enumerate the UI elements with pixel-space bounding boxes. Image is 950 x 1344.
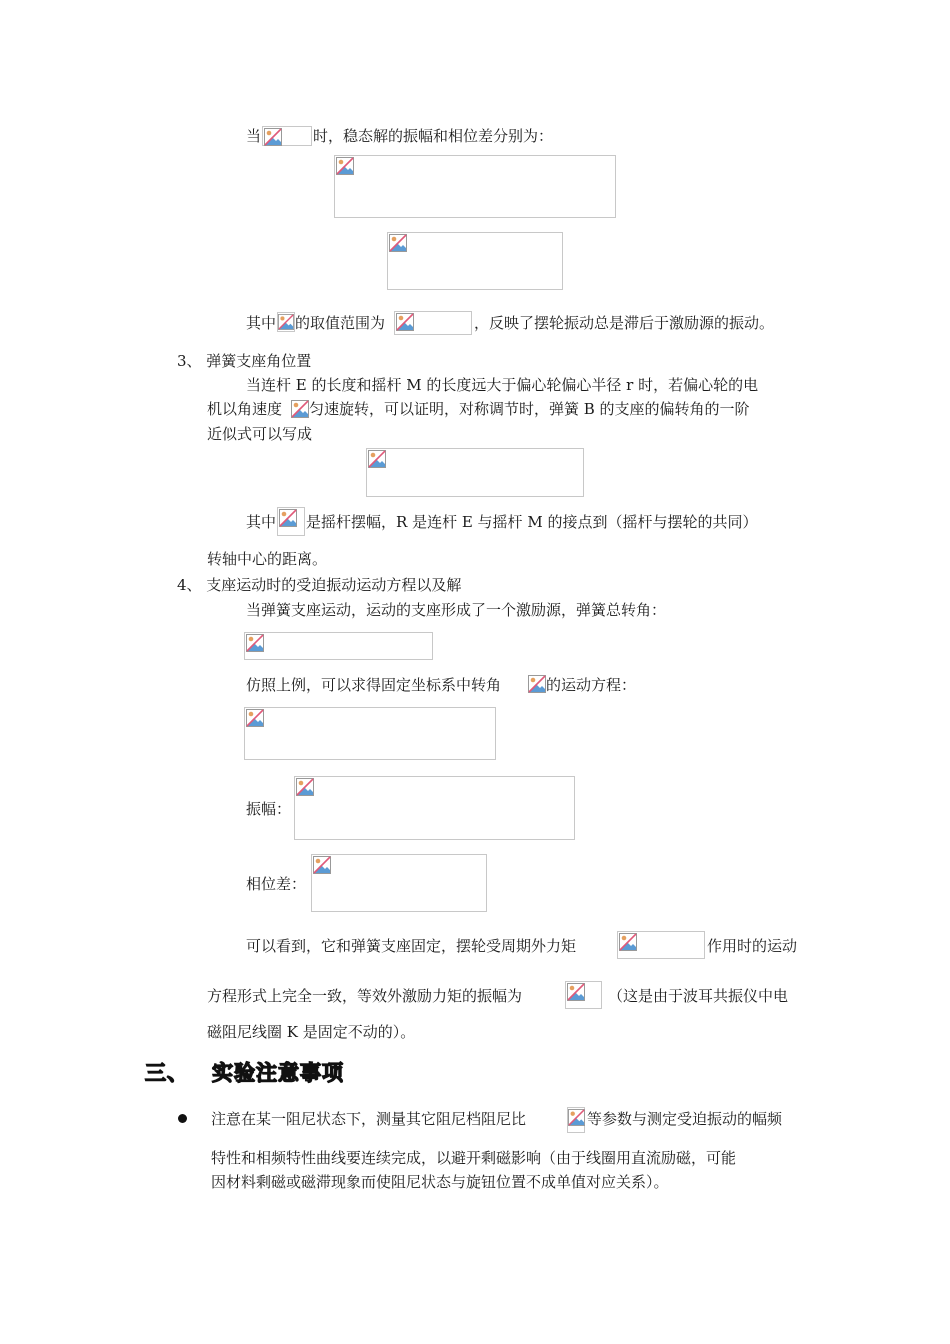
broken-image-icon	[389, 234, 407, 252]
text-line: 时，稳态解的振幅和相位差分别为：	[313, 127, 554, 145]
text-line: 可以看到，它和弹簧支座固定，摆轮受周期外力矩	[246, 937, 577, 955]
broken-image-icon	[246, 634, 264, 652]
broken-image-icon	[396, 313, 414, 331]
broken-image-icon	[619, 933, 637, 951]
amplitude-label: 振幅：	[246, 800, 292, 818]
section-title: 3、 弹簧支座角位置	[177, 352, 312, 370]
text-line: 其中	[246, 513, 277, 531]
broken-image-icon	[264, 128, 282, 146]
formula-image	[244, 632, 433, 660]
broken-image-icon	[528, 675, 546, 693]
text-line: 特性和相频特性曲线要连续完成，以避开剩磁影响（由于线圈用直流励磁，可能	[211, 1149, 737, 1167]
formula-image	[244, 707, 496, 760]
text-line: ，反映了摆轮振动总是滞后于激励源的振动。	[474, 314, 775, 332]
broken-image-icon	[279, 509, 297, 527]
formula-image	[277, 507, 305, 536]
text-line: 仿照上例，可以求得固定坐标系中转角	[246, 676, 502, 694]
formula-image	[565, 981, 602, 1009]
broken-image-icon	[336, 157, 354, 175]
text-line: 近似式可以写成	[207, 425, 313, 443]
formula-image	[394, 311, 472, 335]
text-line: 磁阻尼线圈 K 是固定不动的）。	[207, 1023, 416, 1041]
text-line: 等参数与测定受迫振动的幅频	[587, 1110, 783, 1128]
broken-image-icon	[368, 450, 386, 468]
broken-image-icon	[313, 856, 331, 874]
text-line: 因材料剩磁或磁滞现象而使阻尼状态与旋钮位置不成单值对应关系）。	[211, 1173, 669, 1191]
formula-image	[528, 675, 546, 693]
text-line: 作用时的运动	[707, 937, 798, 955]
formula-image	[334, 155, 616, 218]
formula-image	[617, 931, 705, 959]
broken-image-icon	[567, 983, 585, 1001]
text-line: 其中	[246, 314, 277, 332]
text-line: 机以角速度	[207, 400, 283, 418]
phase-label: 相位差：	[246, 875, 307, 893]
section-title: 4、 支座运动时的受迫振动运动方程以及解	[177, 576, 462, 594]
broken-image-icon	[568, 1109, 585, 1126]
text-line: （这是由于波耳共振仪中电	[608, 987, 789, 1005]
text-line: 的运动方程：	[546, 676, 637, 694]
text-line: 的取值范围为	[295, 314, 386, 332]
formula-image	[294, 776, 575, 840]
text-line: 是摇杆摆幅，R 是连杆 E 与摇杆 M 的接点到（摇杆与摆轮的共同）	[306, 513, 758, 531]
heading-number: 三、	[145, 1061, 189, 1085]
formula-image	[311, 854, 487, 912]
formula-image	[291, 400, 309, 418]
bullet-icon	[178, 1114, 187, 1123]
broken-image-icon	[246, 709, 264, 727]
formula-image	[366, 448, 584, 497]
formula-image	[277, 312, 295, 332]
text-line: 匀速旋转，可以证明，对称调节时，弹簧 B 的支座的偏转角的一阶	[309, 400, 750, 418]
heading-title: 实验注意事项	[212, 1061, 344, 1085]
text-line: 转轴中心的距离。	[207, 550, 328, 568]
text-line: 当弹簧支座运动，运动的支座形成了一个激励源，弹簧总转角：	[246, 601, 667, 619]
text-line: 方程形式上完全一致，等效外激励力矩的振幅为	[207, 987, 523, 1005]
text-line: 注意在某一阻尼状态下，测量其它阻尼档阻尼比	[211, 1110, 527, 1128]
broken-image-icon	[278, 314, 294, 330]
formula-image	[387, 232, 563, 290]
formula-image	[567, 1107, 585, 1133]
broken-image-icon	[296, 778, 314, 796]
text-line: 当	[246, 127, 262, 145]
text-line: 当连杆 E 的长度和摇杆 M 的长度远大于偏心轮偏心半径 r 时，若偏心轮的电	[246, 376, 759, 394]
formula-image	[262, 126, 312, 146]
broken-image-icon	[291, 400, 309, 418]
